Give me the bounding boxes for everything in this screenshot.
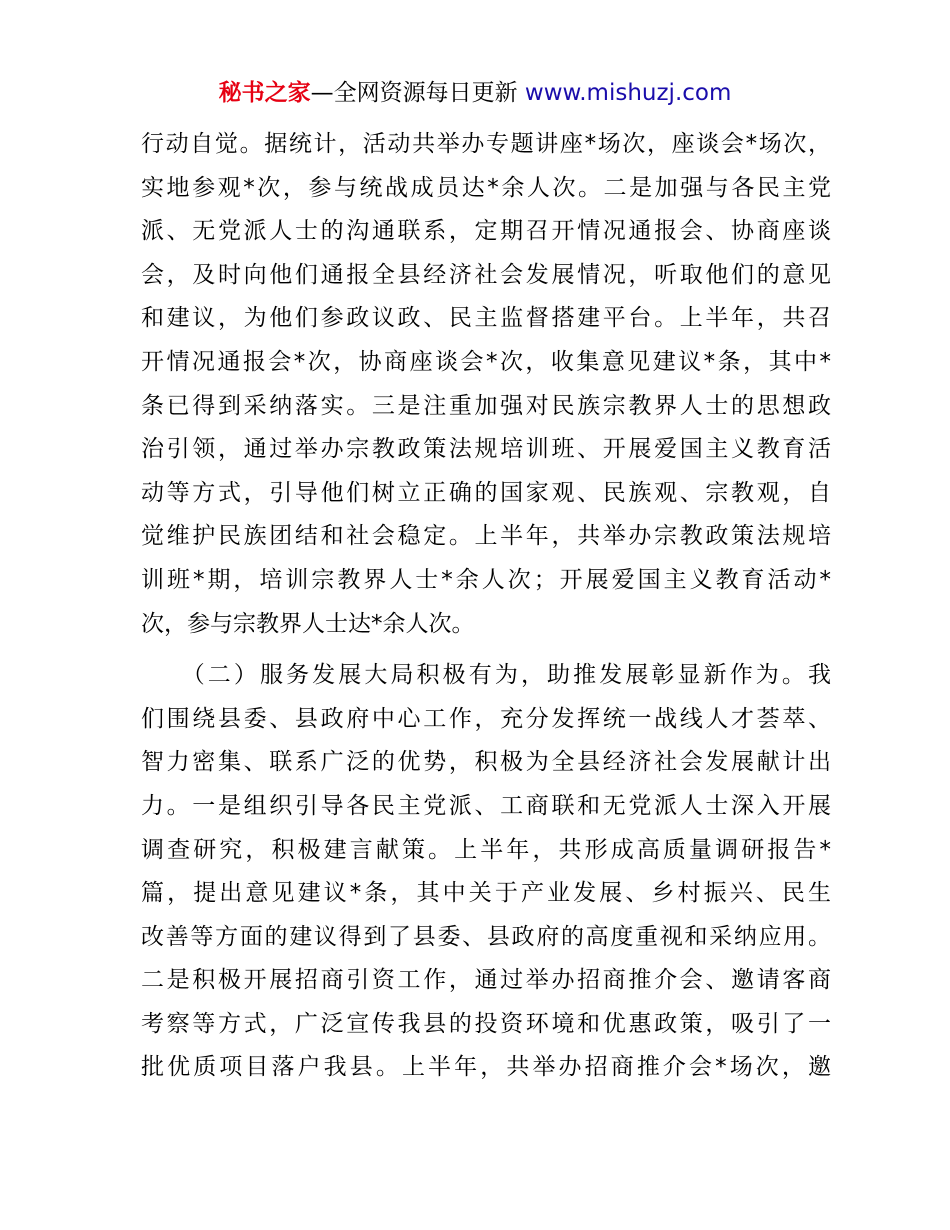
document-body — [141, 123, 831, 1090]
text-line: 开情况通报会*次，协商座谈会*次，收集意见建议*条，其中* — [141, 348, 831, 375]
text-line: 调查研究，积极建言献策。上半年，共形成高质量调研报告* — [141, 836, 831, 863]
text-line: 智力密集、联系广泛的优势，积极为全县经济社会发展献计出 — [141, 749, 831, 776]
text-line: 们围绕县委、县政府中心工作，充分发挥统一战线人才荟萃、 — [141, 705, 831, 732]
text-line: 篇，提出意见建议*条，其中关于产业发展、乡村振兴、民生 — [141, 880, 831, 907]
site-header — [0, 78, 950, 108]
text-line: 行动自觉。据统计，活动共举办专题讲座*场次，座谈会*场次， — [141, 131, 831, 157]
text-line: 考察等方式，广泛宣传我县的投资环境和优惠政策，吸引了一 — [141, 1010, 831, 1037]
text-line: 会，及时向他们通报全县经济社会发展情况，听取他们的意见 — [141, 261, 831, 288]
text-line: 治引领，通过举办宗教政策法规培训班、开展爱国主义教育活 — [141, 436, 831, 463]
text-line: 和建议，为他们参政议政、民主监督搭建平台。上半年，共召 — [141, 305, 831, 332]
paragraph-2 — [141, 654, 831, 1090]
text-line: 改善等方面的建议得到了县委、县政府的高度重视和采纳应用。 — [141, 923, 831, 950]
text-line: 条已得到采纳落实。三是注重加强对民族宗教界人士的思想政 — [141, 392, 831, 419]
text-line: 批优质项目落户我县。上半年，共举办招商推介会*场次，邀 — [141, 1054, 831, 1081]
site-tagline: —全网资源每日更新 — [310, 80, 525, 106]
site-brand: 秘书之家 — [218, 80, 311, 106]
site-url-link[interactable]: www.mishuzj.com — [524, 80, 732, 106]
text-line: 动等方式，引导他们树立正确的国家观、民族观、宗教观，自 — [141, 479, 831, 506]
text-line: 训班*期，培训宗教界人士*余人次；开展爱国主义教育活动* — [141, 566, 831, 593]
text-line: 觉维护民族团结和社会稳定。上半年，共举办宗教政策法规培 — [141, 523, 831, 550]
text-line: 派、无党派人士的沟通联系，定期召开情况通报会、协商座谈 — [141, 218, 831, 245]
text-line: 实地参观*次，参与统战成员达*余人次。二是加强与各民主党 — [141, 174, 831, 201]
text-line: 二是积极开展招商引资工作，通过举办招商推介会、邀请客商 — [141, 967, 831, 994]
text-line: （二）服务发展大局积极有为，助推发展彰显新作为。我 — [141, 662, 831, 689]
text-line: 次，参与宗教界人士达*余人次。 — [141, 610, 475, 637]
text-line: 力。一是组织引导各民主党派、工商联和无党派人士深入开展 — [141, 792, 831, 819]
paragraph-spacer — [141, 646, 831, 654]
paragraph-1 — [141, 123, 831, 646]
